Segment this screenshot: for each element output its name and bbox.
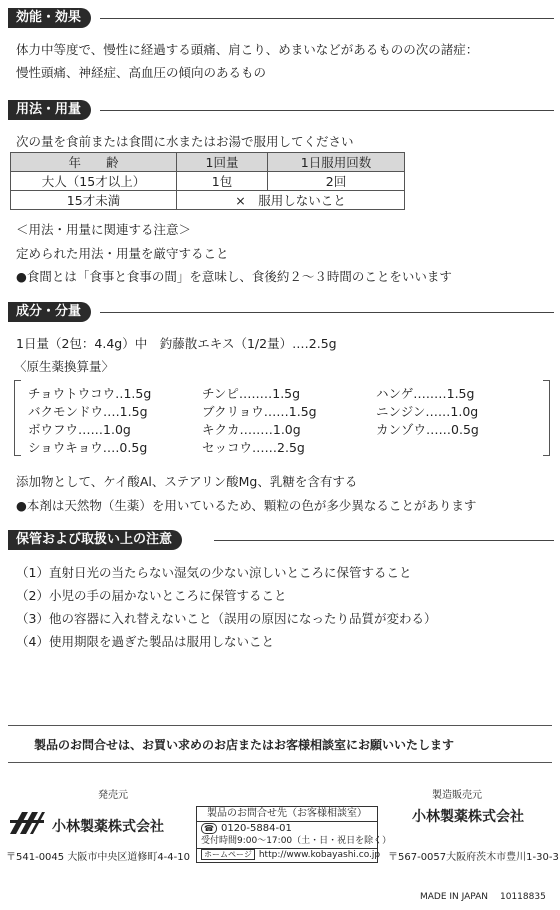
made-in-japan: MADE IN JAPAN <box>420 892 489 902</box>
ingredients-section-header <box>0 302 560 322</box>
product-code: 10118835 <box>500 892 546 902</box>
dosage-intro: 次の量を食前または食間に水またはお湯で服用してください <box>16 134 354 149</box>
dosage-cell-adult-single: 1包 <box>177 172 268 191</box>
efficacy-line-1: 体力中等度で、慢性に経過する頭痛、肩こり、めまいなどがあるものの次の諸症： <box>16 42 479 57</box>
dosage-note-2: ●食間とは「食事と食事の間」を意味し、食後約２～３時間のことをいいます <box>16 269 452 284</box>
efficacy-line-2: 慢性頭痛、神経症、高血圧の傾向のあるもの <box>16 65 267 80</box>
dosage-heading: 用法・用量 <box>8 100 91 120</box>
efficacy-heading: 効能・効果 <box>8 8 91 28</box>
additives-text: 添加物として、ケイ酸Al、ステアリン酸Mg、乳糖を含有する <box>16 474 358 489</box>
storage-item-1: （1）直射日光の当たらない湿気の少ない涼しいところに保管すること <box>16 565 412 580</box>
herb-item: チョウトウコウ‥1.5g <box>28 386 152 401</box>
herb-item: カンゾウ‥‥‥0.5g <box>376 422 479 437</box>
dosage-rule <box>100 110 554 111</box>
dosage-cell-child-age: 15才未満 <box>11 191 177 210</box>
inquiry-divider-bottom <box>8 762 552 763</box>
natural-note: ●本剤は天然物（生薬）を用いているため、顆粒の色が多少異なることがあります <box>16 498 477 513</box>
bracket-right <box>543 380 550 456</box>
kobayashi-logo-icon <box>8 808 46 838</box>
seller-label: 発売元 <box>98 790 128 801</box>
table-row <box>11 172 405 191</box>
inquiry-text: 製品のお問合せは、お買い求めのお店またはお客様相談室にお願いいたします <box>34 738 455 752</box>
inquiry-divider-top <box>8 725 552 726</box>
herb-item: ボウフウ‥‥‥1.0g <box>28 422 131 437</box>
contact-web-row <box>197 848 381 862</box>
dosage-cell-child-note: × 服用しないこと <box>177 191 405 210</box>
herb-item: チンピ‥‥‥‥1.5g <box>202 386 301 401</box>
storage-rule <box>214 540 554 541</box>
contact-box <box>196 806 392 863</box>
herb-item: ブクリョウ‥‥‥1.5g <box>202 404 317 419</box>
contact-hours: 受付時間9:00～17:00（土・日・祝日を除く） <box>201 836 392 846</box>
storage-heading: 保管および取扱い上の注意 <box>8 530 182 550</box>
crude-drug-title: 〈原生薬換算量〉 <box>14 359 115 374</box>
phone-icon: ☎ <box>201 823 217 834</box>
ingredients-rule <box>100 312 554 313</box>
dosage-note-1: 定められた用法・用量を厳守すること <box>16 246 229 261</box>
storage-item-4: （4）使用期限を過ぎた製品は服用しないこと <box>16 634 274 649</box>
dosage-section-header <box>0 100 560 120</box>
efficacy-section-header <box>0 8 560 28</box>
storage-section-header <box>0 530 560 550</box>
maker-address: 〒567-0057大阪府茨木市豊川1-30-3 <box>388 852 559 863</box>
dosage-cell-adult-daily: 2回 <box>268 172 405 191</box>
dosage-table-header-row <box>11 153 405 172</box>
herb-item: キクカ‥‥‥‥1.0g <box>202 422 301 437</box>
web-badge: ホームページ <box>201 849 255 860</box>
seller-name: 小林製薬株式会社 <box>52 819 164 835</box>
dosage-header-daily: 1日服用回数 <box>268 153 405 172</box>
table-row <box>11 191 405 210</box>
dosage-header-single: 1回量 <box>177 153 268 172</box>
dosage-note-title: ＜用法・用量に関連する注意＞ <box>16 222 192 237</box>
efficacy-rule <box>100 18 554 19</box>
herb-item: ニンジン‥‥‥1.0g <box>376 404 479 419</box>
contact-web-link[interactable]: http://www.kobayashi.co.jp <box>258 850 381 860</box>
storage-item-2: （2）小児の手の届かないところに保管すること <box>16 588 287 603</box>
herb-item: バクモンドウ‥‥1.5g <box>28 404 148 419</box>
dosage-cell-adult-age: 大人（15才以上） <box>11 172 177 191</box>
storage-item-3: （3）他の容器に入れ替えないこと（誤用の原因になったり品質が変わる） <box>16 611 437 626</box>
herb-item: セッコウ‥‥‥2.5g <box>202 440 305 455</box>
contact-title: 製品のお問合せ先（お客様相談室） <box>197 807 377 822</box>
ingredients-line-1: 1日量（2包：4.4g）中 釣藤散エキス（1/2量）‥‥2.5g <box>16 336 337 351</box>
herb-item: ショウキョウ‥‥0.5g <box>28 440 148 455</box>
ingredients-heading: 成分・分量 <box>8 302 91 322</box>
seller-address: 〒541-0045 大阪市中央区道修町4-4-10 <box>6 852 190 863</box>
herb-item: ハンゲ‥‥‥‥1.5g <box>376 386 475 401</box>
crude-drug-box <box>14 376 550 460</box>
maker-label: 製造販売元 <box>432 790 482 801</box>
maker-name: 小林製薬株式会社 <box>412 809 524 825</box>
contact-phone: 0120-5884-01 <box>220 823 292 834</box>
dosage-table <box>10 152 405 210</box>
contact-phone-row <box>197 822 377 835</box>
dosage-header-age: 年 齢 <box>11 153 177 172</box>
bracket-left <box>14 380 21 456</box>
